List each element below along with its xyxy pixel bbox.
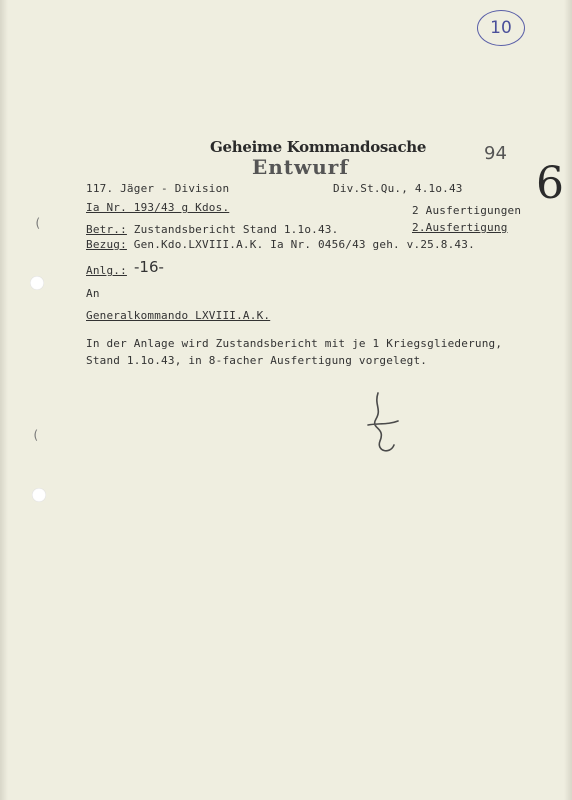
margin-bracket-mark: ( xyxy=(32,428,40,442)
draft-stamp: Entwurf xyxy=(252,155,349,179)
classification-header: Geheime Kommandosache xyxy=(210,138,427,156)
copy-number: 2.Ausfertigung xyxy=(412,221,508,234)
addressee-prefix: An xyxy=(86,287,100,300)
reference-text: Gen.Kdo.LXVIII.A.K. Ia Nr. 0456/43 geh. v.25.8.43. xyxy=(133,238,475,251)
signature-mark xyxy=(360,385,410,465)
stamp-number: 10 xyxy=(490,18,512,38)
margin-bracket-mark: ( xyxy=(34,216,42,230)
body-line-1: In der Anlage wird Zustandsbericht mit je 1 Kriegsgliederung, xyxy=(86,337,503,350)
place-date: Div.St.Qu., 4.1o.43 xyxy=(333,182,463,195)
subject-line xyxy=(86,223,338,236)
sender-division: 117. Jäger - Division xyxy=(86,182,230,195)
reference-label: Bezug: xyxy=(86,238,127,251)
punch-hole-upper xyxy=(30,276,44,290)
subject-label: Betr.: xyxy=(86,223,127,236)
reference-line xyxy=(86,238,475,251)
body-line-2: Stand 1.1o.43, in 8-facher Ausfertigung vorgelegt. xyxy=(86,354,428,367)
page-edge-left xyxy=(0,0,8,800)
margin-number: 6 xyxy=(536,158,564,209)
circled-page-number-stamp xyxy=(477,10,525,46)
page-edge-right xyxy=(564,0,572,800)
attachment-label: Anlg.: xyxy=(86,264,127,277)
subject-text: Zustandsbericht Stand 1.1o.43. xyxy=(133,223,339,236)
reference-number: Ia Nr. 193/43 g Kdos. xyxy=(86,201,230,214)
punch-hole-lower xyxy=(32,488,46,502)
copies-count: 2 Ausfertigungen xyxy=(412,204,522,217)
addressee: Generalkommando LXVIII.A.K. xyxy=(86,309,271,322)
pencil-number: 94 xyxy=(484,143,507,164)
attachment-value: -16- xyxy=(134,258,164,276)
